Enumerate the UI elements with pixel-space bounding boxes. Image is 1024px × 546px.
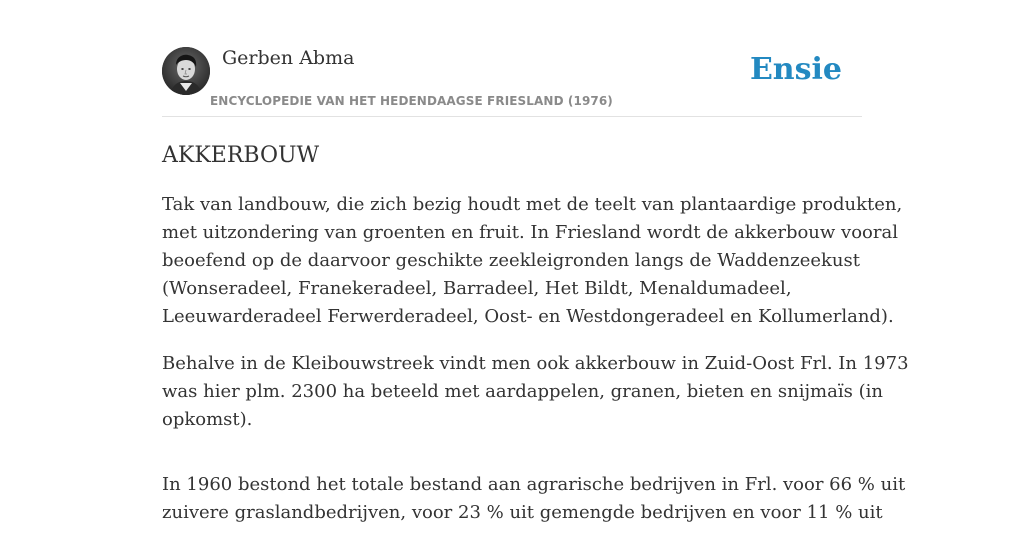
text-line: Leeuwarderadeel Ferwerderadeel, Oost- en Westdongeradeel en Kollumerland). (162, 306, 894, 327)
text-line: opkomst). (162, 409, 253, 430)
text-line: met uitzondering van groenten en fruit. In Friesland wordt de akkerbouw vooral (162, 222, 898, 243)
ensie-logo[interactable]: Ensie (749, 52, 842, 87)
article-header (162, 0, 862, 117)
article-page (162, 0, 909, 546)
article-body (162, 191, 909, 527)
text-line: was hier plm. 2300 ha beteeld met aardappelen, granen, bieten en snijmaïs (in (162, 381, 883, 402)
text-line: zuivere graslandbedrijven, voor 23 % uit gemengde bedrijven en voor 11 % uit (162, 502, 883, 523)
author-name[interactable]: Gerben Abma (222, 47, 355, 69)
source-title[interactable]: ENCYCLOPEDIE VAN HET HEDENDAAGSE FRIESLAND (1976) (210, 94, 613, 108)
paragraph (162, 350, 909, 434)
avatar[interactable] (162, 47, 210, 95)
paragraph (162, 191, 903, 331)
page-title: AKKERBOUW (162, 143, 320, 168)
text-line: Behalve in de Kleibouwstreek vindt men ook akkerbouw in Zuid-Oost Frl. In 1973 (162, 353, 909, 374)
text-line: (Wonseradeel, Franekeradeel, Barradeel, Het Bildt, Menaldumadeel, (162, 278, 792, 299)
text-line: beoefend op de daarvoor geschikte zeekleigronden langs de Waddenzeekust (162, 250, 860, 271)
author-portrait-icon (162, 47, 210, 95)
text-line: In 1960 bestond het totale bestand aan agrarische bedrijven in Frl. voor 66 % uit (162, 474, 906, 495)
paragraph (162, 471, 906, 527)
text-line: Tak van landbouw, die zich bezig houdt met de teelt van plantaardige produkten, (162, 194, 903, 215)
